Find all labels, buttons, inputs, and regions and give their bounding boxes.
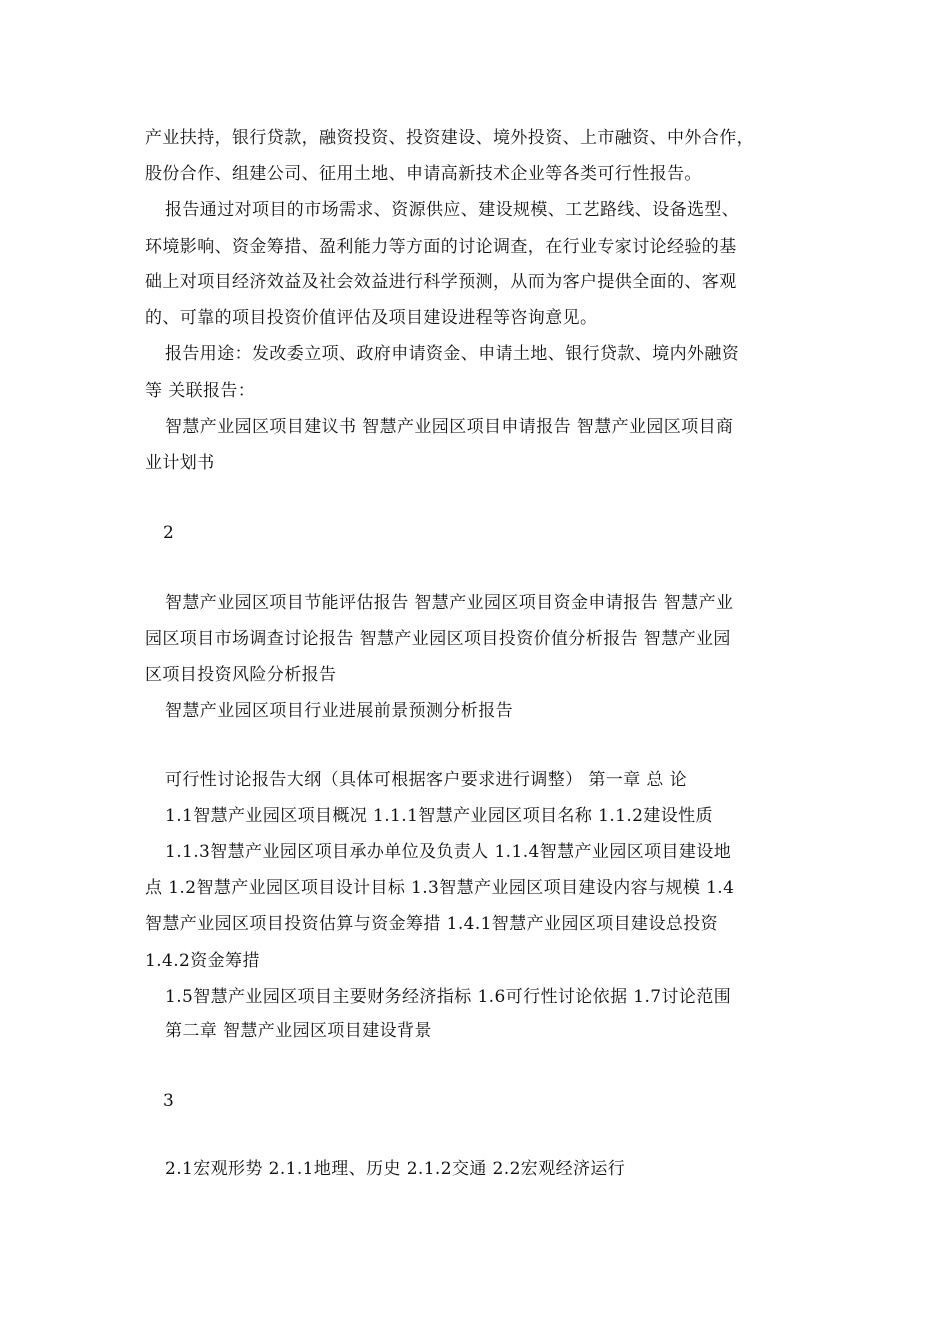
page-number: 2 — [163, 523, 175, 543]
section-heading: 可行性讨论报告大纲（具体可根据客户要求进行调整） 第一章 总 论 — [165, 770, 688, 790]
chapter-heading: 第二章 智慧产业园区项目建设背景 — [165, 1021, 432, 1041]
page-number: 3 — [163, 1091, 175, 1111]
toc-line: 2.1宏观形势 2.1.1地理、历史 2.1.2交通 2.2宏观经济运行 — [165, 1159, 626, 1179]
text-line: 的、可靠的项目投资价值评估及项目建设进程等咨询意见。 — [145, 308, 598, 328]
text-line: 股份合作、组建公司、征用土地、申请高新技术企业等各类可行性报告。 — [145, 164, 702, 184]
text-line: 报告用途：发改委立项、政府申请资金、申请土地、银行贷款、境内外融资 — [165, 344, 740, 364]
text-line: 园区项目市场调查讨论报告 智慧产业园区项目投资价值分析报告 智慧产业园 — [145, 629, 731, 649]
text-line: 智慧产业园区项目节能评估报告 智慧产业园区项目资金申请报告 智慧产业 — [165, 593, 734, 613]
toc-line: 点 1.2智慧产业园区项目设计目标 1.3智慧产业园区项目建设内容与规模 1.4 — [145, 878, 735, 898]
toc-line: 1.5智慧产业园区项目主要财务经济指标 1.6可行性讨论依据 1.7讨论范围 — [165, 987, 732, 1007]
toc-line: 1.1.3智慧产业园区项目承办单位及负责人 1.1.4智慧产业园区项目建设地 — [165, 842, 732, 862]
text-line: 区项目投资风险分析报告 — [145, 665, 337, 685]
toc-line: 1.1智慧产业园区项目概况 1.1.1智慧产业园区项目名称 1.1.2建设性质 — [165, 806, 713, 826]
text-line: 智慧产业园区项目建议书 智慧产业园区项目申请报告 智慧产业园区项目商 — [165, 417, 734, 437]
text-line: 报告通过对项目的市场需求、资源供应、建设规模、工艺路线、设备选型、 — [165, 200, 740, 220]
text-line: 等 关联报告： — [145, 381, 256, 401]
text-line: 智慧产业园区项目行业进展前景预测分析报告 — [165, 701, 513, 721]
text-line: 础上对项目经济效益及社会效益进行科学预测，从而为客户提供全面的、客观 — [145, 272, 737, 292]
toc-line: 智慧产业园区项目投资估算与资金筹措 1.4.1智慧产业园区项目建设总投资 — [145, 914, 719, 934]
text-line: 环境影响、资金筹措、盈利能力等方面的讨论调查，在行业专家讨论经验的基 — [145, 237, 737, 257]
toc-line: 1.4.2资金筹措 — [145, 951, 260, 971]
text-line: 产业扶持，银行贷款，融资投资、投资建设、境外投资、上市融资、中外合作， — [145, 128, 754, 148]
text-line: 业计划书 — [145, 453, 215, 473]
